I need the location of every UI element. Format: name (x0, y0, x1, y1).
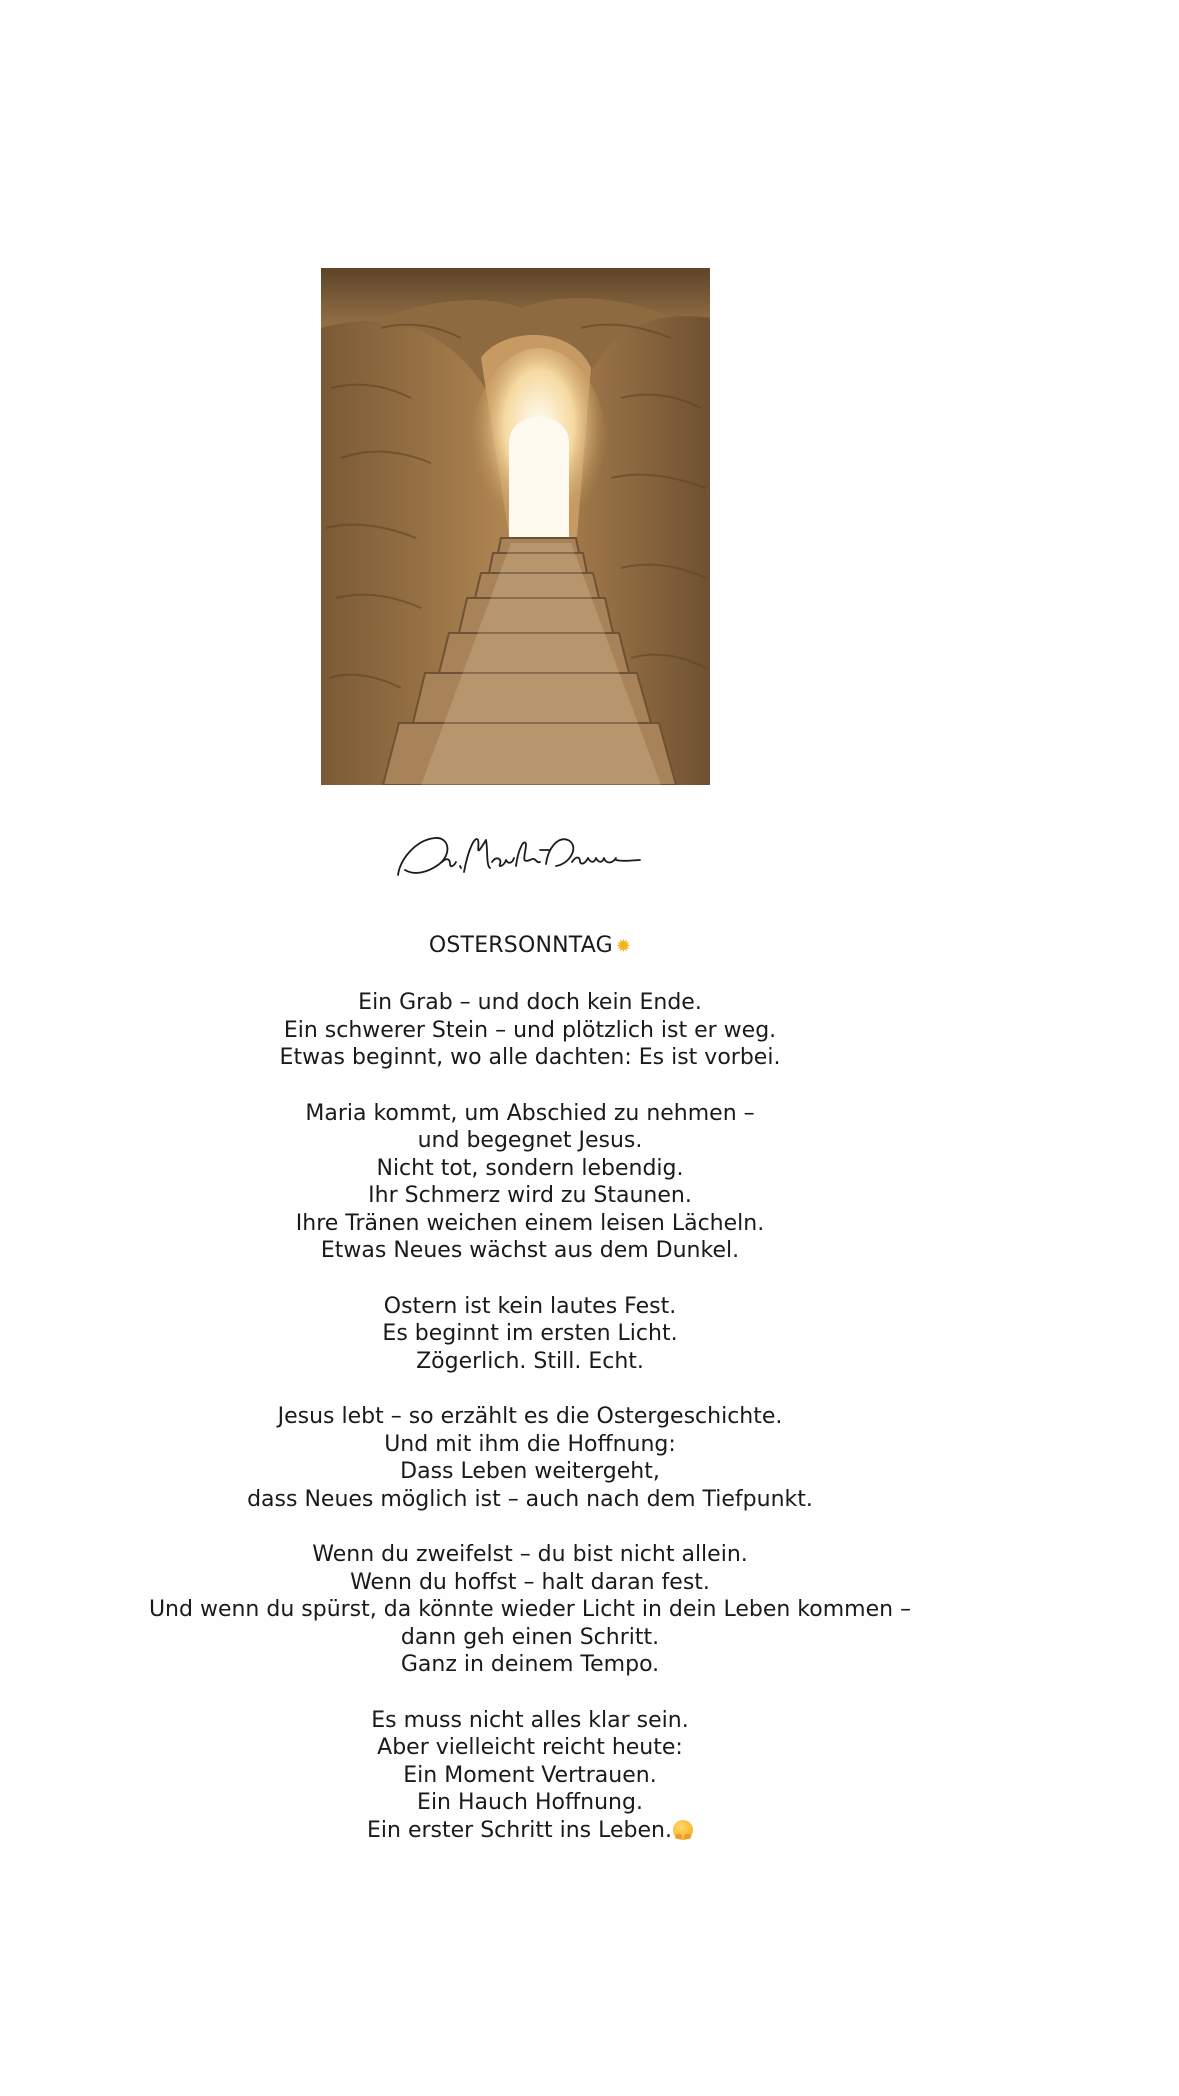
poem-line: Und mit ihm die Hoffnung: (384, 1431, 676, 1457)
poem-line: Wenn du hoffst – halt daran fest. (350, 1569, 710, 1595)
hugging-face-icon (673, 1820, 693, 1840)
poem-title (0, 930, 1060, 963)
poem-line: Maria kommt, um Abschied zu nehmen – (305, 1100, 755, 1126)
stanza-3 (0, 1293, 1060, 1376)
poem-line: Es muss nicht alles klar sein. (371, 1707, 689, 1733)
poem-line: Nicht tot, sondern lebendig. (376, 1155, 684, 1181)
poem-line: Ihre Tränen weichen einem leisen Lächeln. (295, 1210, 765, 1236)
poem-line: Ganz in deinem Tempo. (400, 1652, 660, 1677)
poem-line: und begegnet Jesus. (417, 1128, 643, 1153)
poem-line: Ein Moment Vertrauen. (403, 1762, 657, 1788)
stairway-illustration (321, 268, 710, 785)
stanza-2 (0, 1100, 1060, 1265)
stanza-5 (0, 1541, 1060, 1679)
author-signature (390, 820, 645, 890)
poem-line: Ein Grab – und doch kein Ende. (358, 990, 702, 1015)
poem-line: Es beginnt im ersten Licht. (382, 1321, 678, 1346)
poem-line: Ein schwerer Stein – und plötzlich ist er weg. (283, 1017, 777, 1043)
poem-line: Dass Leben weitergeht, (400, 1459, 660, 1484)
poem-line: dass Neues möglich ist – auch nach dem Tiefpunkt. (247, 1486, 813, 1512)
poem-line: Ostern ist kein lautes Fest. (383, 1293, 677, 1319)
sun-icon: ✹ (615, 936, 632, 957)
poem-line: Ihr Schmerz wird zu Staunen. (368, 1183, 692, 1208)
poem-line: Aber vielleicht reicht heute: (377, 1735, 683, 1760)
signature-graphic (390, 820, 645, 890)
poem-last-line-text: Ein erster Schritt ins Leben. (367, 1817, 672, 1843)
poem-line: Zögerlich. Still. Echt. (416, 1348, 644, 1374)
poem (0, 930, 1060, 1872)
poem-line: Ein Hauch Hoffnung. (417, 1790, 643, 1815)
stanza-1 (0, 989, 1060, 1072)
poem-title-text: OSTERSONNTAG (428, 933, 613, 958)
poem-last-line (0, 1817, 1060, 1845)
poem-line: Wenn du zweifelst – du bist nicht allein. (312, 1542, 748, 1567)
poem-line: Und wenn du spürst, da könnte wieder Licht in dein Leben kommen – (148, 1597, 912, 1622)
stanza-4 (0, 1403, 1060, 1513)
poem-line: Etwas beginnt, wo alle dachten: Es ist vorbei. (279, 1045, 781, 1070)
stanza-6 (0, 1707, 1060, 1845)
stone-stairway-photo (321, 268, 710, 785)
poem-line: dann geh einen Schritt. (400, 1624, 660, 1650)
poem-line: Etwas Neues wächst aus dem Dunkel. (320, 1238, 740, 1263)
poem-line: Jesus lebt – so erzählt es die Ostergeschichte. (277, 1404, 783, 1429)
